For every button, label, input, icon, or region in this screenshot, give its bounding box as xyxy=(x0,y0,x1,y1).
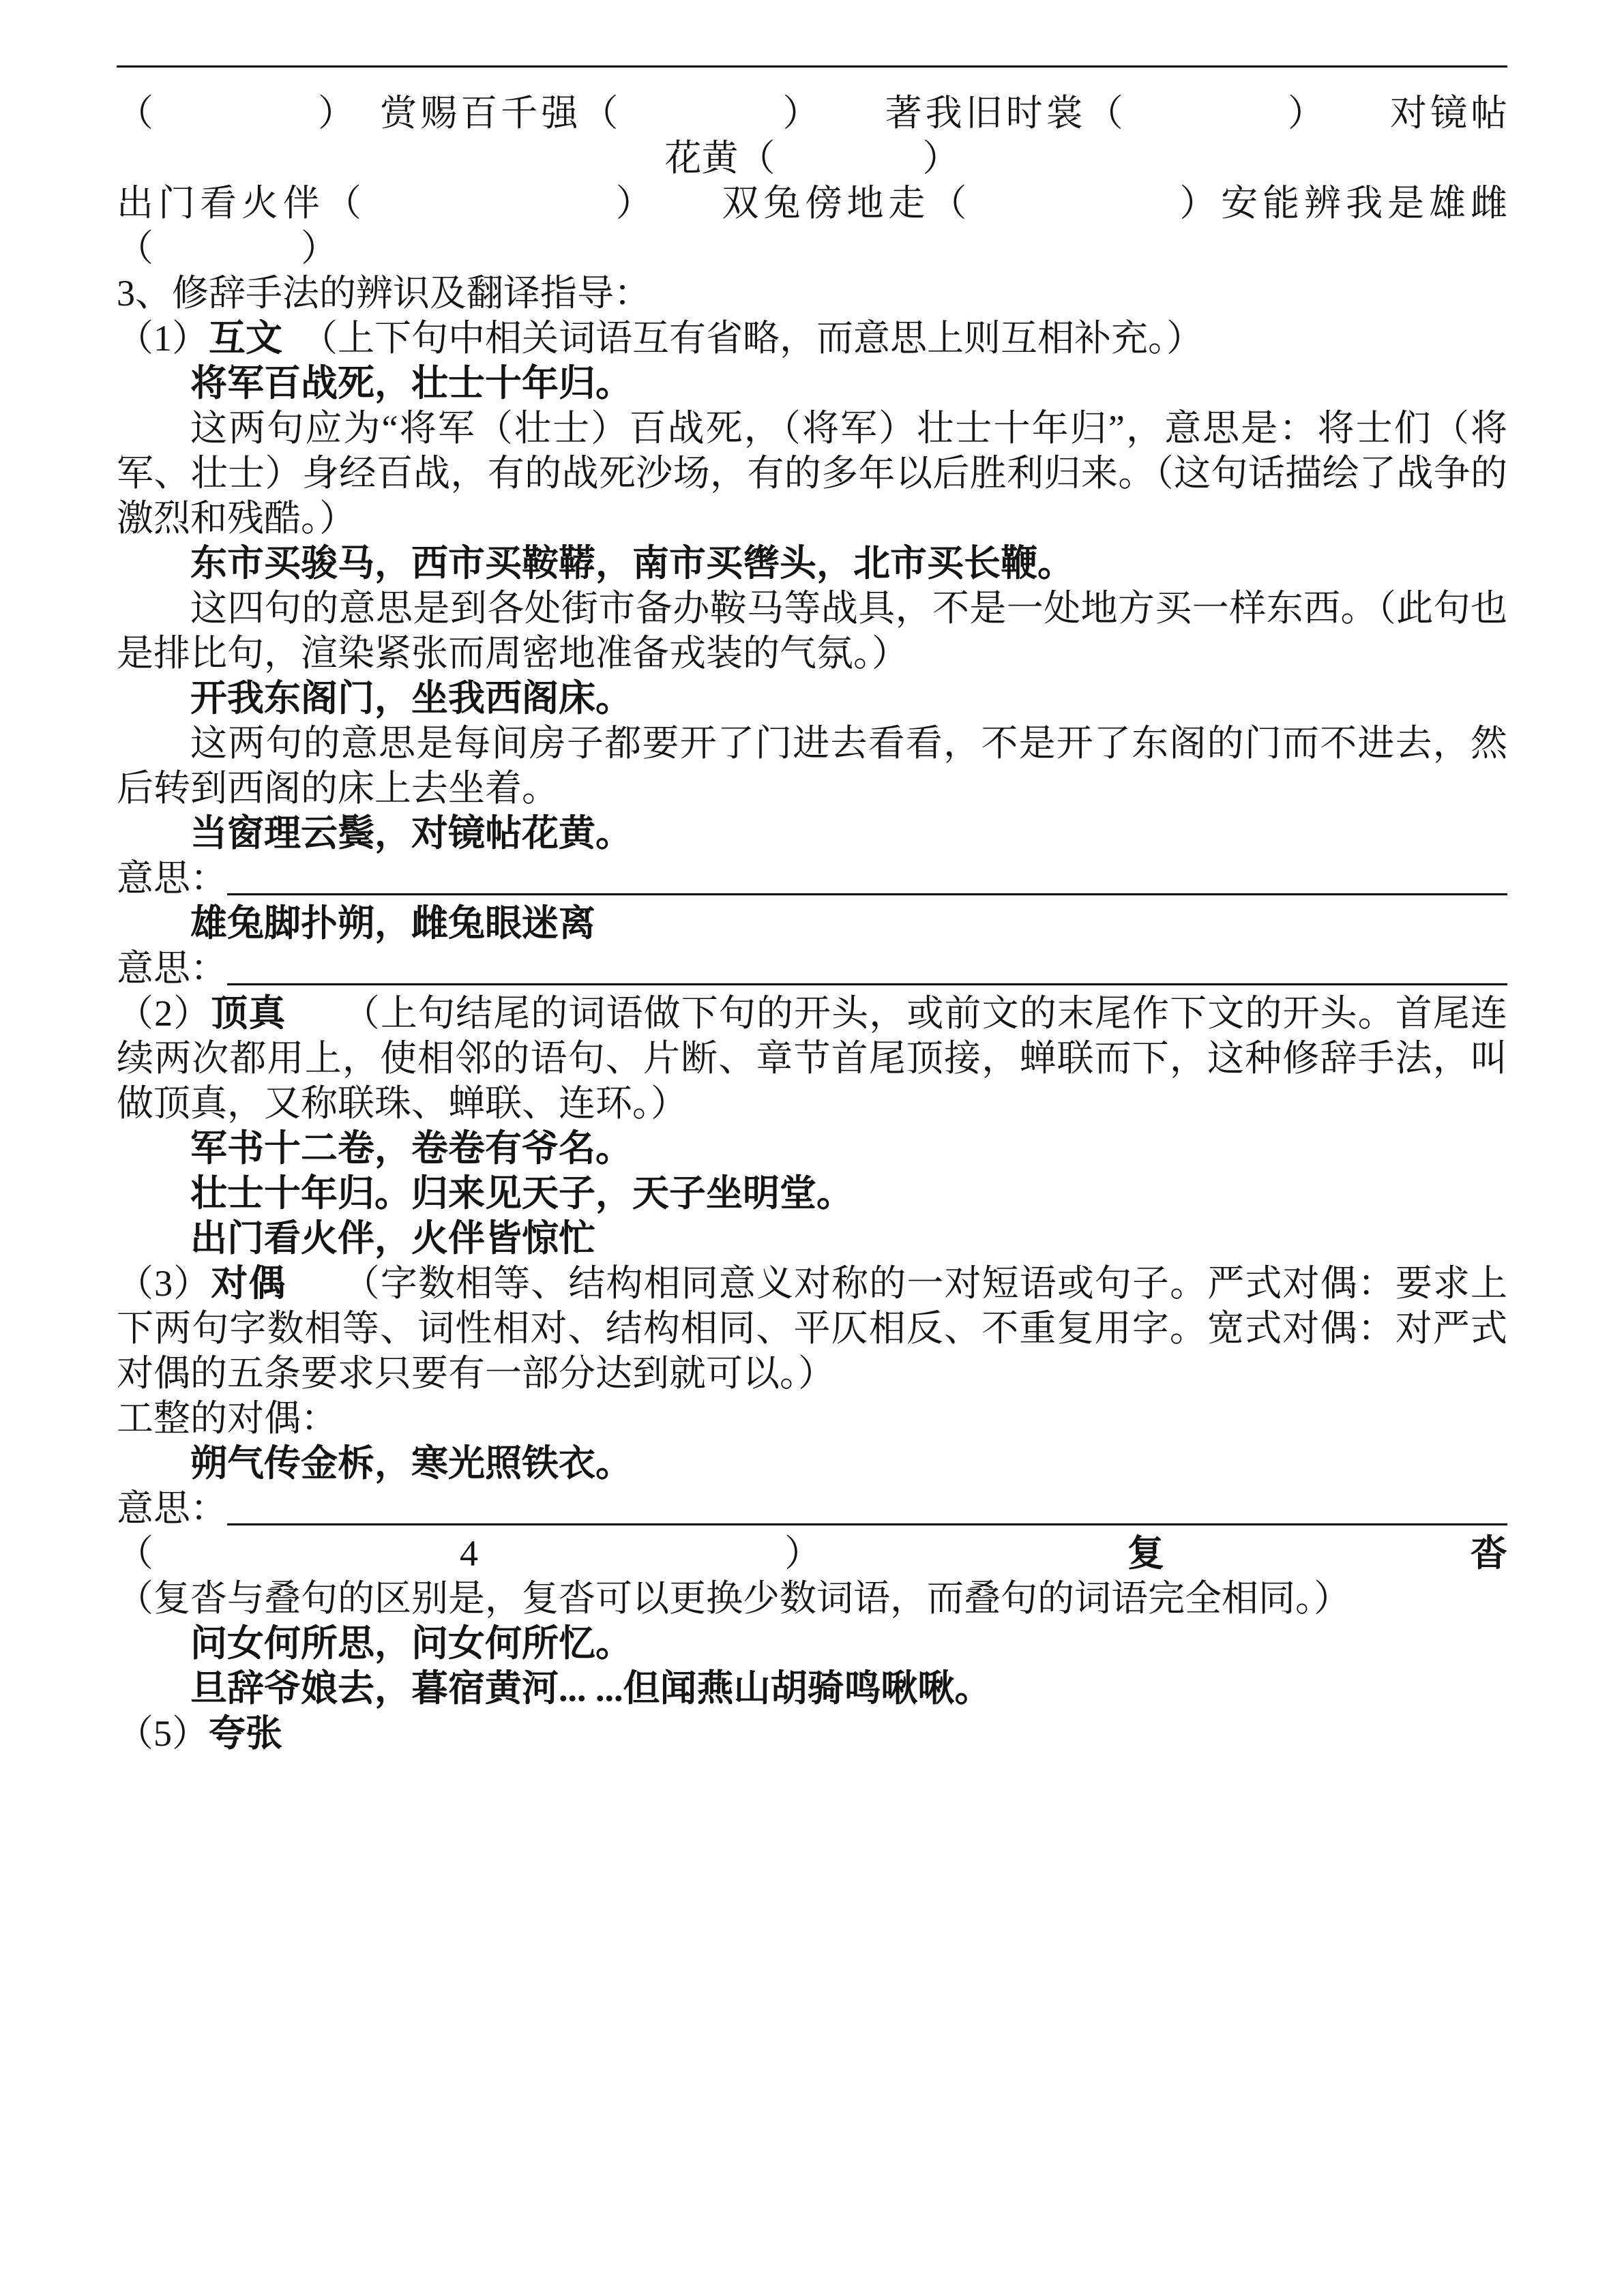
text-line xyxy=(117,181,1507,226)
text-run: （4） xyxy=(117,1533,1127,1574)
text-run: （3） xyxy=(117,1263,211,1304)
text-line xyxy=(117,136,1507,181)
blank-answer-label: 意思： xyxy=(117,948,227,989)
emphasis-term: 夸张 xyxy=(209,1713,282,1754)
poem-quote xyxy=(117,1171,1507,1216)
text-line xyxy=(117,721,1507,811)
text-run: 这四句的意思是到各处街市备办鞍马等战具，不是一处地方买一样东西。（此句也是排比句，渲染紧张而周密地准备戎装的气氛。） xyxy=(117,588,1507,674)
text-run: 这两句应为“将军（壮士）百战死，（将军）壮士十年归”，意思是：将士们（将军、壮士）身经百战，有的战死沙场，有的多年以后胜利归来。（这句话描绘了战争的激烈和残酷。） xyxy=(117,408,1507,539)
text-run: 这两句的意思是每间房子都要开了门进去看看，不是开了东阁的门而不进去，然后转到西阁的床上去坐着。 xyxy=(117,723,1507,809)
text-run: 朔气传金柝，寒光照铁衣。 xyxy=(190,1443,632,1484)
poem-quote xyxy=(117,1441,1507,1486)
subsection-heading xyxy=(117,1711,1507,1756)
subsection-heading xyxy=(117,1531,1507,1621)
text-run: 出门看火伴（ ） 双兔傍地走（ ）安能辨我是雄雌 xyxy=(117,183,1507,224)
text-run: 旦辞爷娘去，暮宿黄河... ...但闻燕山胡骑鸣啾啾。 xyxy=(190,1668,992,1709)
blank-answer-row xyxy=(117,1486,1507,1531)
text-run: （上句结尾的词语做下句的开头，或前文的末尾作下文的开头。首尾连续两次都用上，使相邻的语句、片断、章节首尾顶接，蝉联而下，这种修辞手法，叫做顶真，又称联珠、蝉联、连环。） xyxy=(117,993,1508,1124)
emphasis-term: 对偶 xyxy=(211,1263,286,1304)
subsection-heading xyxy=(117,991,1507,1126)
text-run: （5） xyxy=(117,1713,209,1754)
header-rule xyxy=(117,65,1507,68)
text-run: 壮士十年归。归来见天子，天子坐明堂。 xyxy=(190,1173,853,1214)
poem-quote xyxy=(117,361,1507,406)
text-run: 开我东阁门，坐我西阁床。 xyxy=(190,678,632,719)
text-run: 出门看火伴，火伴皆惊忙 xyxy=(190,1218,595,1259)
document-body xyxy=(117,91,1507,1756)
text-run: 工整的对偶： xyxy=(117,1398,338,1439)
text-line xyxy=(117,1396,1507,1441)
section-heading xyxy=(117,271,1507,316)
poem-quote xyxy=(117,1216,1507,1261)
emphasis-term: 互文 xyxy=(209,318,282,359)
poem-quote xyxy=(117,1126,1507,1171)
text-run: 雄兔脚扑朔，雌兔眼迷离 xyxy=(190,903,595,944)
subsection-heading xyxy=(117,1261,1507,1396)
subsection-heading xyxy=(117,316,1507,361)
text-run: 问女何所思，问女何所忆。 xyxy=(190,1623,632,1664)
poem-quote xyxy=(117,676,1507,721)
text-run: 3、修辞手法的辨识及翻译指导： xyxy=(117,273,651,314)
blank-answer-underline[interactable] xyxy=(227,1523,1507,1525)
text-run: （ ） xyxy=(117,228,338,269)
text-run: （上下句中相关词语互有省略，而意思上则互相补充。） xyxy=(282,318,1203,359)
text-run: （1） xyxy=(117,318,209,359)
poem-quote xyxy=(117,811,1507,856)
text-run: 军书十二卷，卷卷有爷名。 xyxy=(190,1128,632,1169)
text-run: （2） xyxy=(117,993,211,1034)
blank-answer-underline[interactable] xyxy=(227,893,1507,895)
emphasis-term: 顶真 xyxy=(211,993,286,1034)
poem-quote xyxy=(117,541,1507,586)
text-run: 东市买骏马，西市买鞍鞯，南市买辔头，北市买长鞭。 xyxy=(190,543,1074,584)
text-run: 花黄（ ） xyxy=(664,138,960,179)
text-line xyxy=(117,406,1507,541)
emphasis-term: 复沓 xyxy=(1127,1533,1507,1574)
text-run: （字数相等、结构相同意义对称的一对短语或句子。严式对偶：要求上下两句字数相等、词性相对、结构相同、平仄相反、不重复用字。宽式对偶：对严式对偶的五条要求只要有一部分达到就可以。） xyxy=(117,1263,1508,1394)
text-run: （ ） 赏赐百千强（ ） 著我旧时裳（ ） 对镜帖 xyxy=(117,93,1507,134)
text-line xyxy=(117,586,1507,676)
poem-quote xyxy=(117,1621,1507,1666)
blank-answer-row xyxy=(117,946,1507,991)
blank-answer-label: 意思： xyxy=(117,858,227,899)
blank-answer-underline[interactable] xyxy=(227,983,1507,985)
text-run: 当窗理云鬓，对镜帖花黄。 xyxy=(190,813,632,854)
poem-quote xyxy=(117,1666,1507,1711)
text-line xyxy=(117,91,1507,136)
text-run: （复沓与叠句的区别是，复沓可以更换少数词语，而叠句的词语完全相同。） xyxy=(117,1578,1350,1619)
blank-answer-row xyxy=(117,856,1507,901)
poem-quote xyxy=(117,901,1507,946)
blank-answer-label: 意思： xyxy=(117,1488,227,1529)
text-run: 将军百战死，壮士十年归。 xyxy=(190,363,632,404)
text-line xyxy=(117,226,1507,271)
